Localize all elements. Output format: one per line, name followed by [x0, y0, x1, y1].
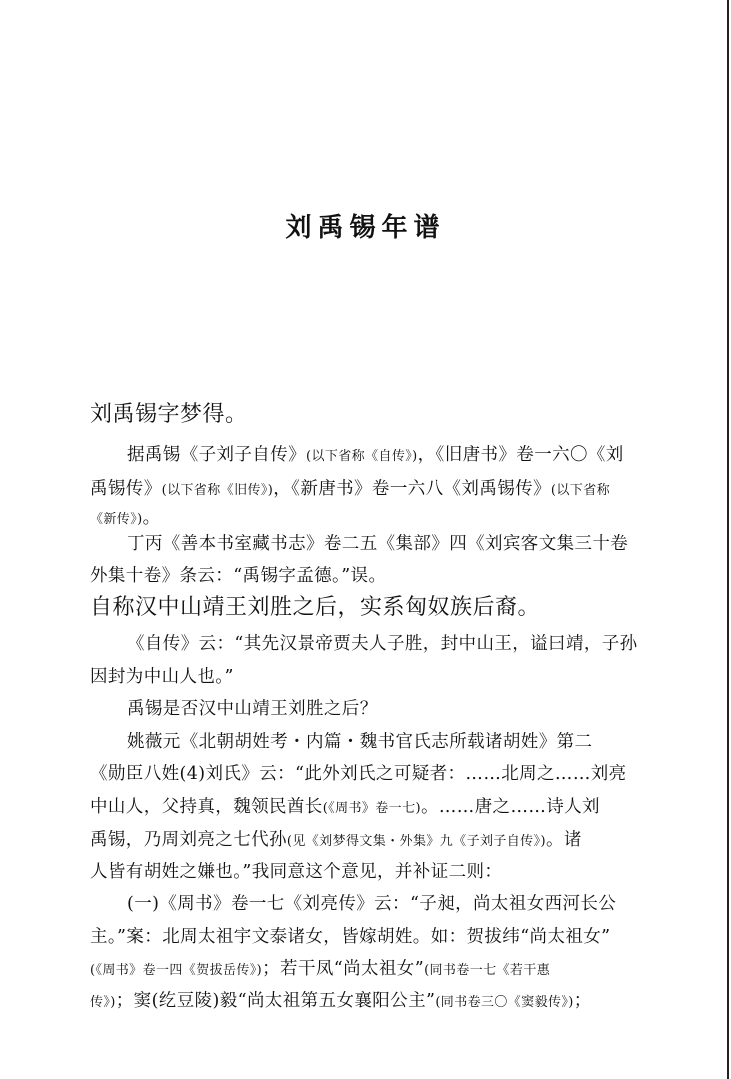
paragraph-question-line-1: 禹锡是否汉中山靖王刘胜之后？	[127, 699, 378, 719]
paragraph-sources-line-3: 《新传》)。	[90, 508, 161, 528]
paragraph-evidence-one-line-2: 主。”案：北周太祖宇文泰诸女，皆嫁胡姓。如：贺拔纬“尚太祖女”	[90, 927, 611, 947]
paragraph-evidence-one-line-3: (《周书》卷一四《贺拔岳传》)；若干凤“尚太祖女”(同书卷一七《若干惠	[90, 959, 551, 979]
entry-heading-ancestry: 自称汉中山靖王刘胜之后，实系匈奴族后裔。	[90, 595, 541, 620]
entry-heading-name: 刘禹锡字梦得。	[90, 402, 248, 427]
paragraph-evidence-one-line-4: 传》)；窦(纥豆陵)毅“尚太祖第五女襄阳公主”(同书卷三〇《窦毅传》)；	[90, 991, 592, 1011]
paragraph-yao-weiyuan-line-2: 《勋臣八姓(4)刘氏》云：“此外刘氏之可疑者：……北周之……刘亮	[90, 764, 627, 784]
paragraph-sources-line-2: 禹锡传》(以下省称《旧传》)，《新唐书》卷一六八《刘禹锡传》(以下省称	[90, 479, 610, 499]
paragraph-evidence-one-line-1: (一)《周书》卷一七《刘亮传》云：“子昶，尚太祖女西河长公	[127, 894, 617, 914]
paragraph-yao-weiyuan-line-1: 姚薇元《北朝胡姓考・内篇・魏书官氏志所载诸胡姓》第二	[127, 732, 593, 752]
paragraph-sources-line-1: 据禹锡《子刘子自传》(以下省称《自传》)，《旧唐书》卷一六〇《刘	[127, 445, 624, 465]
paragraph-yao-weiyuan-line-4: 禹锡，乃周刘亮之七代孙(见《刘梦得文集・外集》九《子刘子自传》)。诸	[90, 830, 582, 850]
paragraph-autobiography-line-2: 因封为中山人也。”	[90, 667, 234, 687]
paragraph-ding-bing-line-2: 外集十卷》条云：“禹锡字孟德。”误。	[90, 566, 387, 586]
paragraph-autobiography-line-1: 《自传》云：“其先汉景帝贾夫人子胜，封中山王，谥曰靖，子孙	[127, 634, 638, 654]
paragraph-ding-bing-line-1: 丁丙《善本书室藏书志》卷二五《集部》四《刘宾客文集三十卷	[127, 534, 629, 554]
paragraph-yao-weiyuan-line-5: 人皆有胡姓之嫌也。”我同意这个意见，并补证二则：	[90, 862, 503, 882]
page-title: 刘禹锡年谱	[285, 213, 446, 243]
page-edge-divider	[727, 0, 729, 1079]
paragraph-yao-weiyuan-line-3: 中山人，父持真，魏领民酋长(《周书》卷一七)。……唐之……诗人刘	[90, 797, 600, 817]
